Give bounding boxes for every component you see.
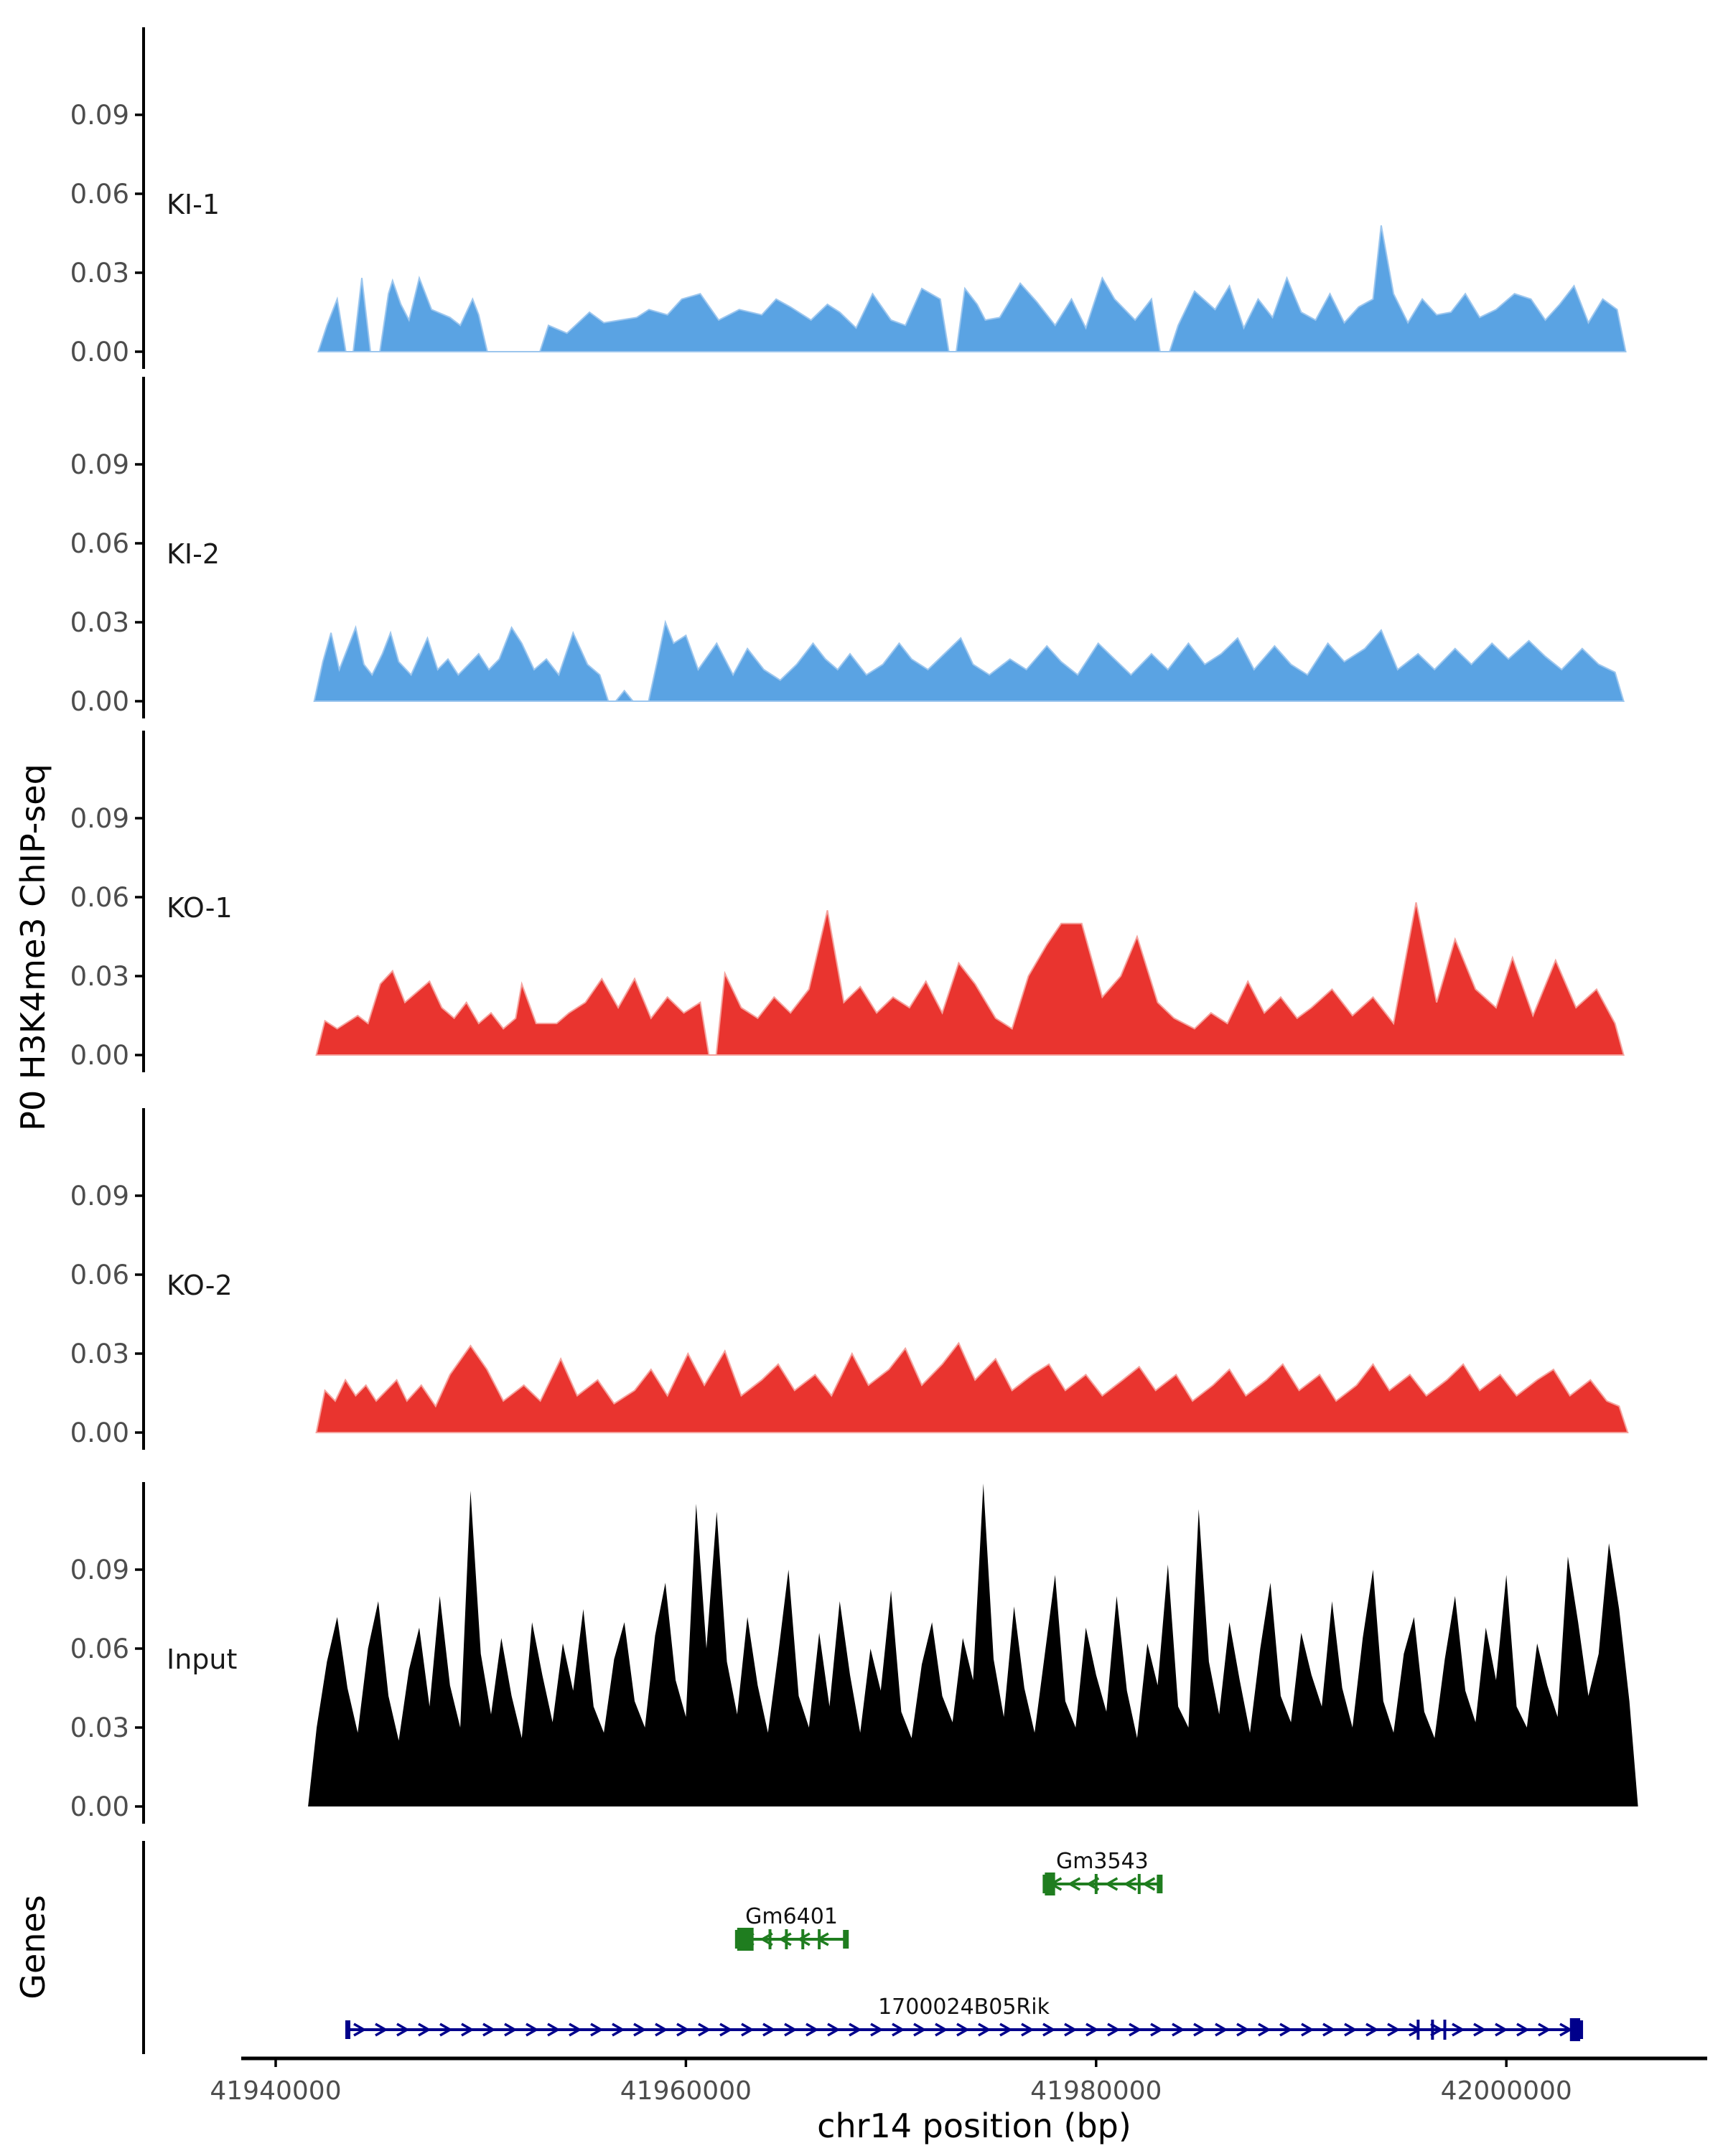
gene-gm6401-label: Gm6401 xyxy=(745,1904,838,1929)
y-tick-label: 0.00 xyxy=(70,1040,129,1071)
y-tick-label: 0.00 xyxy=(70,1417,129,1448)
track-label-ko-1: KO-1 xyxy=(167,892,233,924)
gene-gm6401-exon-tick xyxy=(818,1929,821,1949)
gene-gm6401-start-cap xyxy=(735,1930,740,1949)
signal-area-ko-1 xyxy=(317,902,1624,1055)
y-tick-label: 0.06 xyxy=(70,179,129,210)
gene-1700024b05rik-exon-tick xyxy=(1416,2020,1419,2040)
y-tick-label: 0.03 xyxy=(70,1712,129,1743)
track-label-ko-2: KO-2 xyxy=(167,1270,233,1301)
signal-area-input xyxy=(308,1484,1638,1806)
genes-panel-title: Genes xyxy=(14,1895,52,2000)
gene-gm6401-exon-tick xyxy=(801,1929,804,1949)
x-axis-title: chr14 position (bp) xyxy=(817,2106,1131,2145)
y-tick-label: 0.09 xyxy=(70,1555,129,1585)
track-label-ki-1: KI-1 xyxy=(167,189,220,220)
y-tick-label: 0.03 xyxy=(70,607,129,638)
gene-gm6401-exon-tick xyxy=(785,1929,788,1949)
x-tick-label: 42000000 xyxy=(1440,2076,1572,2106)
signal-area-ki-1 xyxy=(318,225,1625,352)
y-tick-label: 0.06 xyxy=(70,528,129,559)
x-tick-label: 41940000 xyxy=(210,2076,342,2106)
y-tick-label: 0.03 xyxy=(70,1339,129,1369)
x-tick-label: 41980000 xyxy=(1030,2076,1162,2106)
y-tick-label: 0.00 xyxy=(70,337,129,367)
gene-1700024b05rik-label: 1700024B05Rik xyxy=(878,1995,1050,2020)
y-tick-label: 0.06 xyxy=(70,1260,129,1290)
y-tick-label: 0.09 xyxy=(70,803,129,834)
y-tick-label: 0.06 xyxy=(70,1634,129,1664)
track-label-ki-2: KI-2 xyxy=(167,538,220,570)
gene-gm3543-end-cap xyxy=(1157,1875,1162,1893)
gene-gm3543-exon-tick xyxy=(1095,1874,1098,1894)
y-tick-label: 0.00 xyxy=(70,686,129,717)
track-label-input: Input xyxy=(167,1644,238,1675)
gene-gm3543-exon-tick xyxy=(1138,1874,1141,1894)
gene-1700024b05rik-exon-tick xyxy=(1443,2020,1446,2040)
gene-1700024b05rik-end-cap xyxy=(1577,2020,1583,2039)
y-tick-label: 0.06 xyxy=(70,882,129,913)
gene-gm3543-label: Gm3543 xyxy=(1055,1849,1149,1874)
gene-1700024b05rik-exon-tick xyxy=(1431,2020,1434,2040)
gene-1700024b05rik-start-cap xyxy=(345,2020,350,2039)
y-tick-label: 0.03 xyxy=(70,258,129,289)
y-tick-label: 0.03 xyxy=(70,961,129,992)
gene-gm6401-exon-tick xyxy=(769,1929,772,1949)
gene-gm6401-end-cap xyxy=(843,1930,849,1949)
y-tick-label: 0.09 xyxy=(70,449,129,480)
x-tick-label: 41960000 xyxy=(620,2076,752,2106)
signal-area-ko-2 xyxy=(317,1343,1628,1433)
y-tick-label: 0.09 xyxy=(70,1181,129,1211)
y-tick-label: 0.00 xyxy=(70,1791,129,1822)
y-axis-title: P0 H3K4me3 ChIP-seq xyxy=(14,764,52,1131)
signal-area-ki-2 xyxy=(314,622,1624,701)
gene-gm3543-start-cap xyxy=(1042,1875,1047,1893)
y-tick-label: 0.09 xyxy=(70,100,129,131)
